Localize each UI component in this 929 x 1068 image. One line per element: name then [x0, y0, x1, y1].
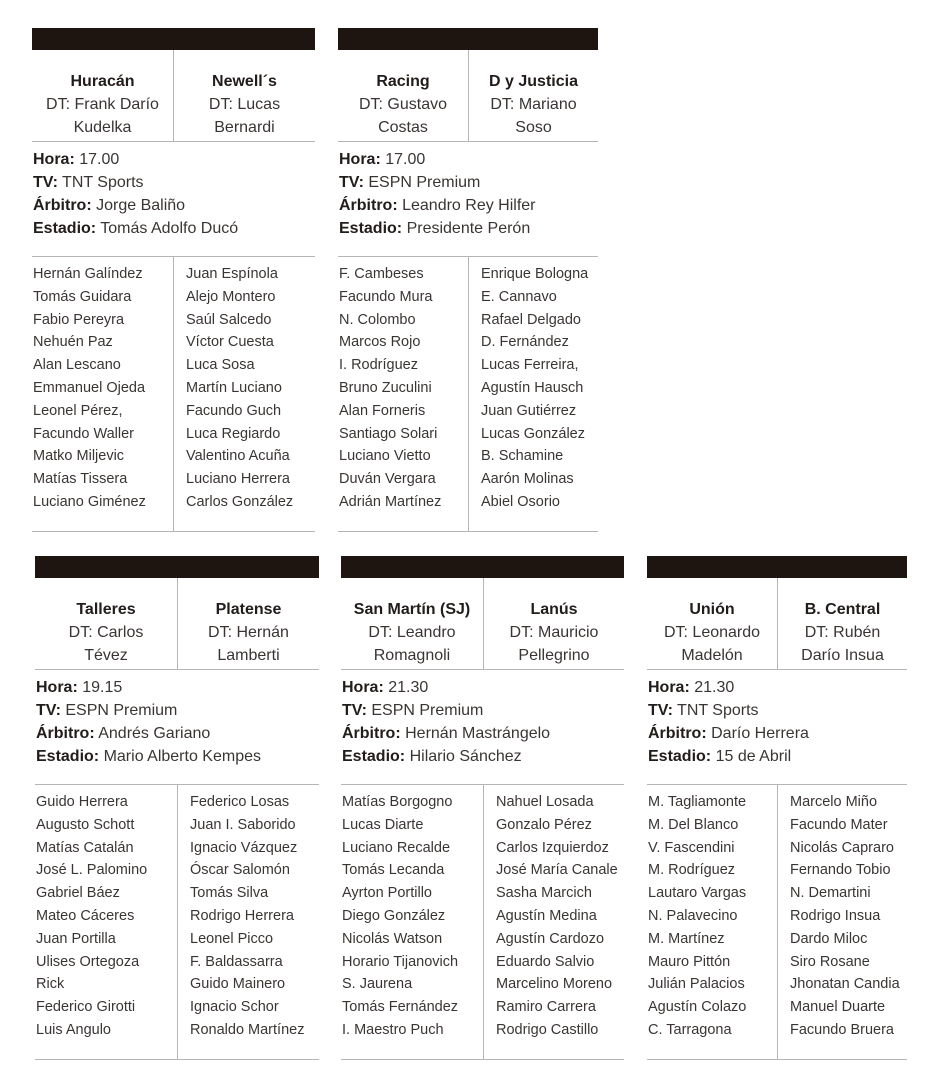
coach-line: Romagnoli — [373, 647, 451, 664]
player-name: Guido Mainero — [190, 976, 286, 993]
info-label: TV: — [339, 174, 364, 191]
player-name: Nicolás Watson — [342, 930, 443, 947]
team-name: Talleres — [76, 601, 136, 618]
player-name: Aarón Molinas — [481, 471, 574, 488]
match-card — [338, 28, 598, 532]
coach-line: DT: Carlos — [68, 624, 144, 641]
info-label: Árbitro: — [33, 197, 92, 214]
info-stadium — [648, 745, 907, 768]
player-name: S. Jaurena — [342, 976, 413, 993]
player-name: Ignacio Schor — [190, 999, 279, 1016]
player-name: Matías Borgogno — [342, 794, 453, 810]
team-name: Platense — [215, 601, 282, 618]
team-name: Unión — [689, 601, 735, 618]
player-name: Ulises Ortegoza — [36, 953, 140, 970]
info-label: Estadio: — [342, 748, 406, 765]
player-name: Víctor Cuesta — [186, 334, 274, 351]
lineups — [32, 257, 315, 532]
lineup-away — [483, 785, 624, 1059]
team-name: Newell´s — [212, 73, 277, 90]
lineup-home — [647, 785, 777, 1059]
player-name: Agustín Hausch — [481, 379, 584, 396]
match-card — [341, 556, 624, 1060]
coach-line: DT: Frank Darío — [46, 96, 159, 113]
info-referee — [36, 722, 319, 745]
player-name: Matías Catalán — [36, 839, 134, 856]
info-value: ESPN Premium — [368, 174, 481, 191]
player-name: Juan Gutiérrez — [481, 402, 577, 419]
player-name: Julián Palacios — [648, 976, 745, 993]
player-name: Bruno Zuculini — [339, 379, 432, 396]
info-stadium — [36, 745, 319, 768]
player-name: F. Cambeses — [339, 266, 424, 282]
info-tv — [342, 699, 624, 722]
team-name: Huracán — [70, 73, 135, 90]
info-label: Hora: — [339, 151, 381, 168]
player-name: Federico Girotti — [36, 999, 136, 1016]
info-label: TV: — [342, 702, 367, 719]
match-header-bar — [32, 28, 315, 50]
coach-line: DT: Lucas — [208, 96, 281, 113]
player-name: Dardo Miloc — [790, 930, 868, 947]
player-name: Luis Angulo — [36, 1021, 111, 1038]
coach-line: Bernardi — [214, 119, 275, 136]
coach-line: DT: Mariano — [490, 96, 577, 113]
lineups — [341, 785, 624, 1060]
info-value: 19.15 — [82, 679, 123, 696]
player-name: Ignacio Vázquez — [190, 839, 298, 856]
coach-line: Madelón — [681, 647, 743, 664]
player-name: Juan Portilla — [36, 930, 116, 947]
match-info — [338, 142, 598, 257]
player-name: Luciano Vietto — [339, 448, 431, 465]
player-name: Rafael Delgado — [481, 311, 581, 328]
info-label: Árbitro: — [36, 725, 95, 742]
info-label: Estadio: — [648, 748, 712, 765]
player-name: M. Martínez — [648, 930, 725, 947]
team-home — [647, 578, 777, 669]
player-name: Marcelino Moreno — [496, 976, 613, 993]
player-name: Saúl Salcedo — [186, 311, 272, 328]
player-name: Leonel Picco — [190, 930, 274, 947]
player-name: Agustín Medina — [496, 907, 597, 924]
info-value: 17.00 — [79, 151, 120, 168]
info-hora — [342, 676, 624, 699]
coach-line: DT: Gustavo — [358, 96, 448, 113]
player-name: Abiel Osorio — [481, 493, 560, 510]
player-name: Alejo Montero — [186, 288, 276, 305]
player-name: Mauro Pittón — [648, 953, 731, 970]
lineups — [338, 257, 598, 532]
player-name: Juan I. Saborido — [190, 816, 296, 833]
player-name: Ayrton Portillo — [342, 885, 432, 902]
player-name: Siro Rosane — [790, 953, 870, 970]
coach-line: DT: Rubén — [804, 624, 881, 641]
player-name: Tomás Lecanda — [342, 862, 445, 879]
info-value: 21.30 — [694, 679, 735, 696]
player-name: Lucas Ferreira, — [481, 357, 579, 374]
player-name: Matko Miljevic — [33, 448, 125, 465]
player-name: Martín Luciano — [186, 379, 282, 396]
info-tv — [33, 171, 315, 194]
lineups — [647, 785, 907, 1060]
coach-line: Soso — [515, 119, 552, 136]
player-name: Augusto Schott — [36, 816, 135, 833]
lineup-away — [177, 785, 319, 1059]
info-label: TV: — [36, 702, 61, 719]
info-value: Andrés Gariano — [98, 725, 211, 742]
player-name: Lucas Diarte — [342, 816, 424, 833]
teams-row — [647, 578, 907, 670]
player-name: B. Schamine — [481, 448, 564, 465]
coach-line: Lamberti — [217, 647, 280, 664]
player-name: Ramiro Carrera — [496, 999, 596, 1016]
player-name: Lucas González — [481, 425, 585, 442]
player-name: Matías Tissera — [33, 471, 128, 488]
player-name: Facundo Bruera — [790, 1021, 894, 1038]
info-value: 15 de Abril — [715, 748, 792, 765]
player-name: Fabio Pereyra — [33, 311, 125, 328]
lineup-home — [341, 785, 483, 1059]
coach-line: Darío Insua — [801, 647, 884, 664]
info-hora — [36, 676, 319, 699]
player-name: Valentino Acuña — [186, 448, 290, 465]
player-name: Facundo Waller — [33, 425, 135, 442]
player-name: Facundo Guch — [186, 402, 282, 419]
player-name: V. Fascendini — [648, 839, 735, 856]
player-name: N. Colombo — [339, 311, 416, 328]
player-name: Facundo Mater — [790, 816, 888, 833]
info-referee — [342, 722, 624, 745]
player-name: Agustín Cardozo — [496, 930, 605, 947]
player-name: Ronaldo Martínez — [190, 1021, 305, 1038]
player-name: Alan Forneris — [339, 402, 426, 419]
player-name: N. Palavecino — [648, 907, 738, 924]
lineup-home — [35, 785, 177, 1059]
lineup-home — [32, 257, 173, 531]
info-label: Hora: — [342, 679, 384, 696]
player-name: José L. Palomino — [36, 862, 148, 879]
player-name: Óscar Salomón — [190, 862, 290, 879]
player-name: Diego González — [342, 907, 446, 924]
info-label: Árbitro: — [339, 197, 398, 214]
team-away — [777, 578, 907, 669]
player-name: M. Tagliamonte — [648, 794, 747, 810]
info-referee — [339, 194, 598, 217]
coach-line: Kudelka — [73, 119, 132, 136]
info-label: TV: — [33, 174, 58, 191]
teams-row — [35, 578, 319, 670]
info-value: Darío Herrera — [711, 725, 809, 742]
player-name: M. Rodríguez — [648, 862, 736, 879]
team-home — [338, 50, 468, 141]
match-header-bar — [341, 556, 624, 578]
player-name: N. Demartini — [790, 885, 871, 902]
team-name: B. Central — [804, 601, 881, 618]
match-card — [32, 28, 315, 532]
player-name: Manuel Duarte — [790, 999, 886, 1016]
player-name: Luca Sosa — [186, 357, 255, 374]
player-name: Luciano Recalde — [342, 839, 451, 856]
player-name: Carlos Izquierdoz — [496, 839, 609, 856]
player-name: I. Rodríguez — [339, 357, 418, 374]
team-home — [35, 578, 177, 669]
lineup-away — [777, 785, 907, 1059]
info-value: ESPN Premium — [371, 702, 484, 719]
player-name: Duván Vergara — [339, 471, 436, 488]
info-value: Mario Alberto Kempes — [103, 748, 261, 765]
player-name: Carlos González — [186, 493, 294, 510]
teams-row — [341, 578, 624, 670]
player-name: Agustín Colazo — [648, 999, 747, 1016]
player-name: Jhonatan Candia — [790, 976, 900, 993]
player-name: M. Del Blanco — [648, 816, 739, 833]
lineup-home — [338, 257, 468, 531]
player-name: Alan Lescano — [33, 357, 121, 374]
player-name: Nehuén Paz — [33, 334, 113, 351]
team-away — [468, 50, 598, 141]
info-value: 21.30 — [388, 679, 429, 696]
team-name: San Martín (SJ) — [353, 601, 471, 618]
player-name: Rick — [36, 976, 65, 993]
player-name: Nicolás Capraro — [790, 839, 894, 856]
teams-row — [32, 50, 315, 142]
match-info — [647, 670, 907, 785]
player-name: Luca Regiardo — [186, 425, 281, 442]
match-info — [32, 142, 315, 257]
team-away — [177, 578, 319, 669]
info-hora — [339, 148, 598, 171]
info-tv — [36, 699, 319, 722]
coach-line: DT: Hernán — [208, 624, 289, 641]
lineup-away — [468, 257, 598, 531]
player-name: Tomás Silva — [190, 885, 269, 902]
info-value: 17.00 — [385, 151, 426, 168]
player-name: Luciano Herrera — [186, 471, 290, 488]
match-header-bar — [338, 28, 598, 50]
player-name: Sasha Marcich — [496, 885, 592, 902]
team-home — [32, 50, 173, 141]
lineup-away — [173, 257, 315, 531]
player-name: Horario Tijanovich — [342, 953, 459, 970]
info-value: Hilario Sánchez — [409, 748, 522, 765]
info-label: Árbitro: — [342, 725, 401, 742]
info-hora — [648, 676, 907, 699]
teams-row — [338, 50, 598, 142]
player-name: C. Tarragona — [648, 1021, 732, 1038]
player-name: F. Baldassarra — [190, 953, 283, 970]
info-label: Hora: — [33, 151, 75, 168]
player-name: Luciano Giménez — [33, 493, 146, 510]
info-tv — [339, 171, 598, 194]
match-info — [35, 670, 319, 785]
team-away — [483, 578, 624, 669]
match-card — [35, 556, 319, 1060]
player-name: Tomás Fernández — [342, 999, 459, 1016]
team-name: Lanús — [530, 601, 578, 618]
player-name: Emmanuel Ojeda — [33, 379, 146, 396]
info-hora — [33, 148, 315, 171]
info-tv — [648, 699, 907, 722]
coach-line: DT: Mauricio — [509, 624, 599, 641]
player-name: Tomás Guidara — [33, 288, 132, 305]
info-stadium — [339, 217, 598, 240]
player-name: Enrique Bologna — [481, 266, 589, 282]
match-card — [647, 556, 907, 1060]
team-home — [341, 578, 483, 669]
coach-line: DT: Leonardo — [663, 624, 761, 641]
player-name: Gabriel Báez — [36, 885, 120, 902]
info-value: Jorge Baliño — [96, 197, 186, 214]
player-name: Hernán Galíndez — [33, 266, 143, 282]
player-name: Guido Herrera — [36, 794, 128, 810]
info-label: Árbitro: — [648, 725, 707, 742]
player-name: Rodrigo Castillo — [496, 1021, 599, 1038]
info-value: ESPN Premium — [65, 702, 178, 719]
player-name: E. Cannavo — [481, 288, 557, 305]
info-value: Leandro Rey Hilfer — [402, 197, 536, 214]
info-value: TNT Sports — [62, 174, 144, 191]
info-value: Presidente Perón — [406, 220, 531, 237]
info-label: TV: — [648, 702, 673, 719]
coach-line: DT: Leandro — [368, 624, 456, 641]
info-value: TNT Sports — [677, 702, 759, 719]
player-name: Marcos Rojo — [339, 334, 421, 351]
info-stadium — [342, 745, 624, 768]
player-name: Rodrigo Insua — [790, 907, 881, 924]
player-name: Marcelo Miño — [790, 794, 878, 810]
player-name: José María Canale — [496, 862, 618, 879]
match-header-bar — [647, 556, 907, 578]
team-name: Racing — [376, 73, 430, 90]
player-name: Facundo Mura — [339, 288, 433, 305]
player-name: Juan Espínola — [186, 266, 278, 282]
team-away — [173, 50, 315, 141]
info-label: Estadio: — [33, 220, 97, 237]
player-name: I. Maestro Puch — [342, 1021, 444, 1038]
coach-line: Pellegrino — [518, 647, 590, 664]
info-value: Tomás Adolfo Ducó — [100, 220, 239, 237]
player-name: Nahuel Losada — [496, 794, 594, 810]
player-name: Lautaro Vargas — [648, 885, 747, 902]
team-name: D y Justicia — [489, 73, 578, 90]
lineups — [35, 785, 319, 1060]
player-name: Adrián Martínez — [339, 493, 442, 510]
info-label: Hora: — [648, 679, 690, 696]
match-header-bar — [35, 556, 319, 578]
player-name: Federico Losas — [190, 794, 290, 810]
player-name: Gonzalo Pérez — [496, 816, 592, 833]
info-value: Hernán Mastrángelo — [405, 725, 551, 742]
info-referee — [648, 722, 907, 745]
info-label: Estadio: — [339, 220, 403, 237]
player-name: Mateo Cáceres — [36, 907, 135, 924]
player-name: Leonel Pérez, — [33, 402, 123, 419]
player-name: Eduardo Salvio — [496, 953, 595, 970]
info-referee — [33, 194, 315, 217]
info-label: Hora: — [36, 679, 78, 696]
info-stadium — [33, 217, 315, 240]
coach-line: Costas — [378, 119, 428, 136]
match-info — [341, 670, 624, 785]
info-label: Estadio: — [36, 748, 100, 765]
player-name: Rodrigo Herrera — [190, 907, 294, 924]
player-name: Santiago Solari — [339, 425, 438, 442]
player-name: D. Fernández — [481, 334, 569, 351]
coach-line: Tévez — [84, 647, 128, 664]
player-name: Fernando Tobio — [790, 862, 891, 879]
